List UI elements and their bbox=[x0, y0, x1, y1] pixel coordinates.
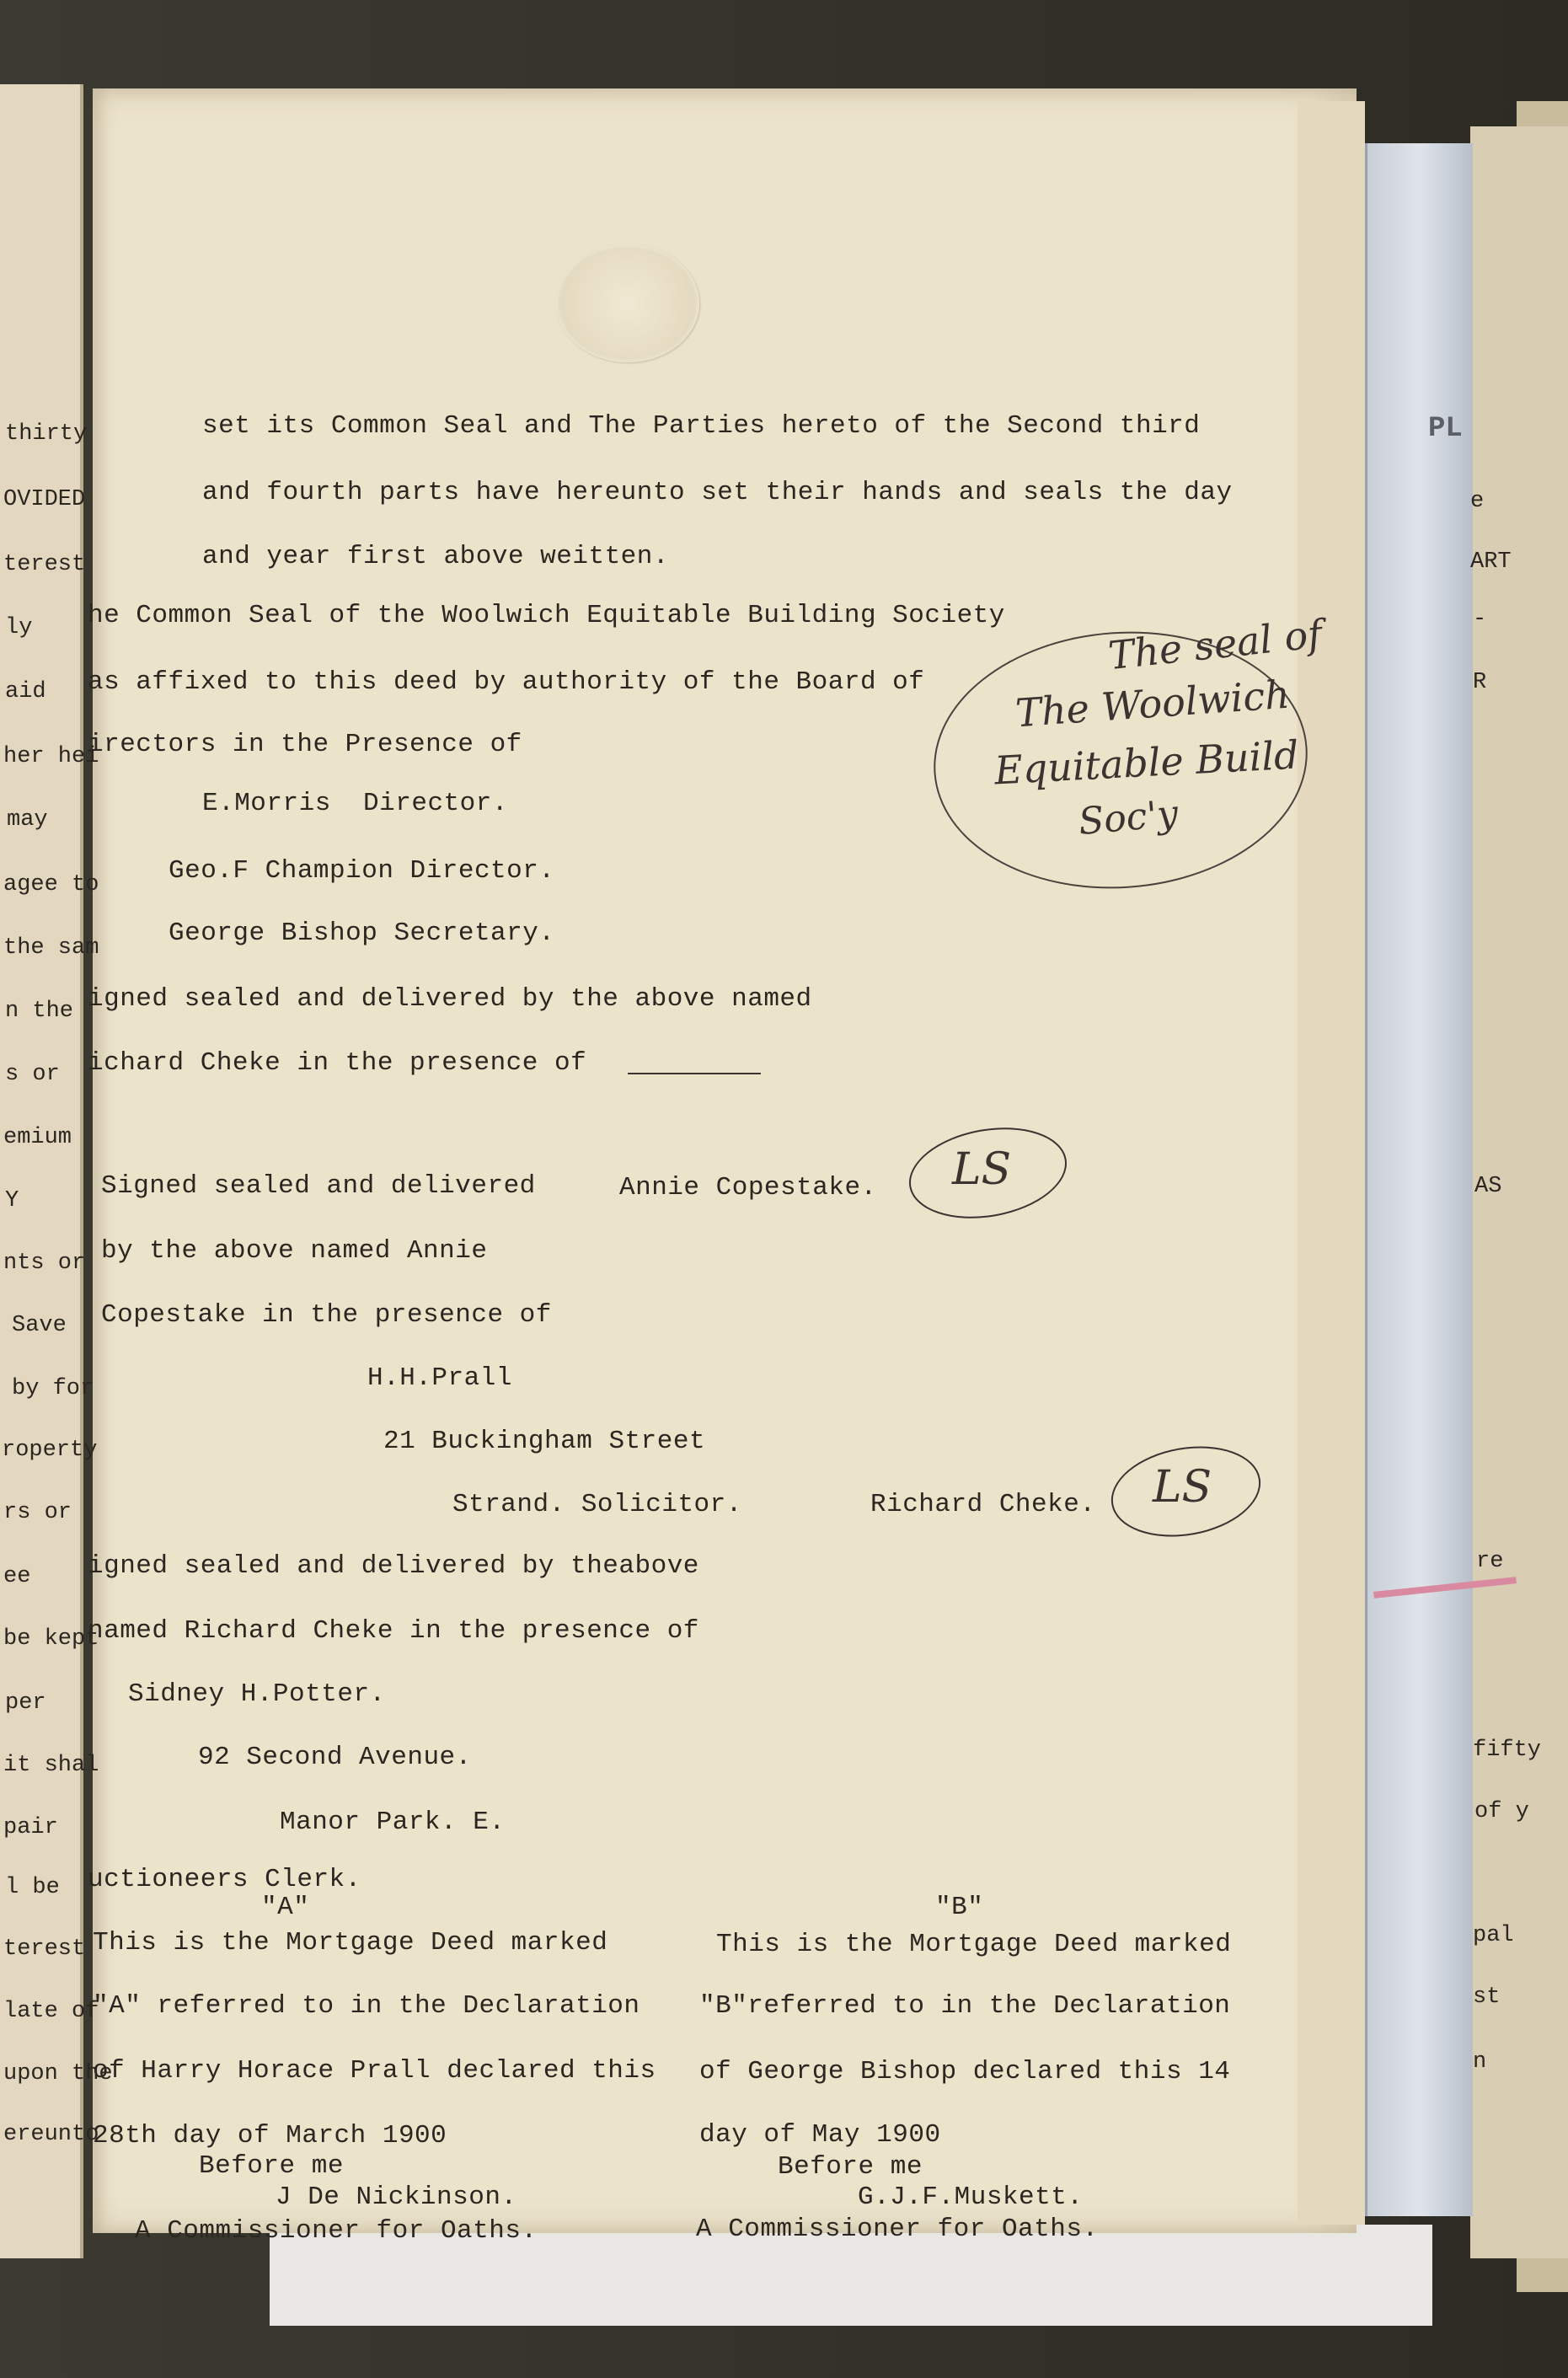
seal-note-line: The Woolwich bbox=[1014, 671, 1292, 736]
left-line: Y bbox=[5, 1188, 19, 1213]
director-line: Geo.F Champion Director. bbox=[169, 856, 555, 886]
left-line: upon the bbox=[3, 2061, 113, 2086]
left-page bbox=[0, 84, 86, 2258]
right-fragment: e bbox=[1470, 489, 1485, 514]
text-line: igned sealed and delivered by theabove bbox=[88, 1551, 699, 1581]
text-line: by the above named Annie bbox=[101, 1236, 488, 1266]
exhibit-commissioner: A Commissioner for Oaths. bbox=[696, 2215, 1099, 2244]
right-fragment: n bbox=[1473, 2049, 1487, 2075]
seal-note-line: Soc'y bbox=[1077, 791, 1180, 844]
text-line: and fourth parts have hereunto set their hands and seals the day bbox=[202, 478, 1233, 507]
left-line: per bbox=[5, 1690, 46, 1716]
exhibit-signer: G.J.F.Muskett. bbox=[858, 2183, 1084, 2212]
text-line: he Common Seal of the Woolwich Equitable Building Society bbox=[88, 601, 1005, 630]
left-line: by for bbox=[12, 1376, 94, 1401]
embossed-royal-seal bbox=[556, 244, 699, 362]
signatory-name: Annie Copestake. bbox=[619, 1173, 877, 1202]
left-line: terest bbox=[3, 1936, 86, 1962]
right-fragment: - bbox=[1473, 607, 1487, 632]
left-line: the sam bbox=[3, 935, 99, 961]
text-line: Signed sealed and delivered bbox=[101, 1171, 536, 1201]
left-line: terest bbox=[3, 552, 86, 577]
left-line: roperty bbox=[2, 1438, 98, 1463]
right-fragment: PL bbox=[1428, 413, 1463, 445]
exhibit-line: "A" referred to in the Declaration bbox=[93, 1991, 640, 2021]
left-line: Save bbox=[12, 1313, 67, 1338]
right-fragment: st bbox=[1473, 1984, 1501, 2010]
exhibit-signer: J De Nickinson. bbox=[276, 2183, 517, 2212]
left-line: ly bbox=[5, 615, 33, 640]
text-line: igned sealed and delivered by the above named bbox=[88, 984, 812, 1014]
left-line: emium bbox=[3, 1125, 72, 1150]
text-line: as affixed to this deed by authority of the Board of bbox=[88, 667, 925, 697]
witness-line: 92 Second Avenue. bbox=[198, 1743, 472, 1772]
text-line: and year first above weitten. bbox=[202, 542, 669, 571]
director-line: George Bishop Secretary. bbox=[169, 919, 555, 948]
left-line: OVIDED bbox=[3, 487, 86, 512]
exhibit-mark: "B" bbox=[935, 1893, 984, 1922]
exhibit-before: Before me bbox=[778, 2152, 923, 2182]
text-line: set its Common Seal and The Parties hereto of the Second third bbox=[202, 411, 1201, 441]
left-line: s or bbox=[5, 1062, 60, 1087]
plastic-tab bbox=[1365, 143, 1473, 2216]
left-line: her hei bbox=[3, 744, 99, 769]
left-line: l be bbox=[5, 1875, 60, 1900]
exhibit-before: Before me bbox=[199, 2151, 344, 2181]
left-line: pair bbox=[3, 1815, 58, 1840]
left-line: ereunto bbox=[3, 2122, 99, 2147]
right-fragment: ART bbox=[1470, 549, 1512, 575]
exhibit-line: day of May 1900 bbox=[699, 2120, 941, 2150]
left-line: it shal bbox=[3, 1753, 99, 1778]
left-line: thirty bbox=[5, 421, 88, 447]
witness-line: H.H.Prall bbox=[367, 1363, 512, 1393]
ls-mark: LS bbox=[952, 1144, 1012, 1195]
right-fragment: of y bbox=[1474, 1799, 1529, 1824]
witness-line: 21 Buckingham Street bbox=[383, 1427, 706, 1456]
exhibit-mark: "A" bbox=[261, 1893, 310, 1922]
text-line: irectors in the Presence of bbox=[88, 730, 522, 759]
right-fragment: AS bbox=[1474, 1174, 1502, 1199]
text-line: ichard Cheke in the presence of bbox=[88, 1048, 587, 1078]
ls-mark: LS bbox=[1153, 1462, 1212, 1513]
left-line: ee bbox=[3, 1564, 31, 1589]
exhibit-line: "B"referred to in the Declaration bbox=[699, 1991, 1231, 2021]
witness-line: Strand. Solicitor. bbox=[452, 1490, 742, 1519]
left-line: aid bbox=[5, 679, 46, 704]
left-line: agee to bbox=[3, 872, 99, 897]
text-line: Copestake in the presence of bbox=[101, 1300, 552, 1330]
witness-line: Manor Park. E. bbox=[280, 1808, 506, 1837]
seal-note-line: Equitable Build bbox=[993, 731, 1300, 794]
page-fold bbox=[1298, 101, 1365, 2225]
exhibit-line: This is the Mortgage Deed marked bbox=[716, 1930, 1232, 1959]
left-line: rs or bbox=[3, 1500, 72, 1525]
witness-line: Sidney H.Potter. bbox=[128, 1679, 386, 1709]
left-line: n the bbox=[5, 999, 74, 1024]
text-line: named Richard Cheke in the presence of bbox=[88, 1616, 699, 1646]
witness-line: uctioneers Clerk. bbox=[88, 1865, 361, 1894]
seal-note-line: The seal of bbox=[1105, 610, 1325, 679]
exhibit-line: of Harry Horace Prall declared this bbox=[93, 2056, 656, 2086]
signature-blank bbox=[628, 1073, 761, 1074]
exhibit-line: of George Bishop declared this 14 bbox=[699, 2057, 1231, 2086]
exhibit-commissioner: A Commissioner for Oaths. bbox=[135, 2216, 538, 2246]
left-line: nts or bbox=[3, 1251, 86, 1276]
right-fragment: fifty bbox=[1473, 1738, 1542, 1763]
right-fragment: re bbox=[1476, 1549, 1504, 1574]
left-line: be kept bbox=[3, 1626, 99, 1652]
exhibit-line: 28th day of March 1900 bbox=[93, 2121, 447, 2150]
signatory-name: Richard Cheke. bbox=[870, 1490, 1096, 1519]
exhibit-line: This is the Mortgage Deed marked bbox=[93, 1928, 608, 1958]
left-line: late of bbox=[3, 1999, 99, 2024]
director-line: E.Morris Director. bbox=[202, 789, 508, 818]
left-line: may bbox=[7, 807, 48, 833]
right-fragment: R bbox=[1473, 670, 1487, 695]
right-fragment: pal bbox=[1473, 1923, 1514, 1948]
